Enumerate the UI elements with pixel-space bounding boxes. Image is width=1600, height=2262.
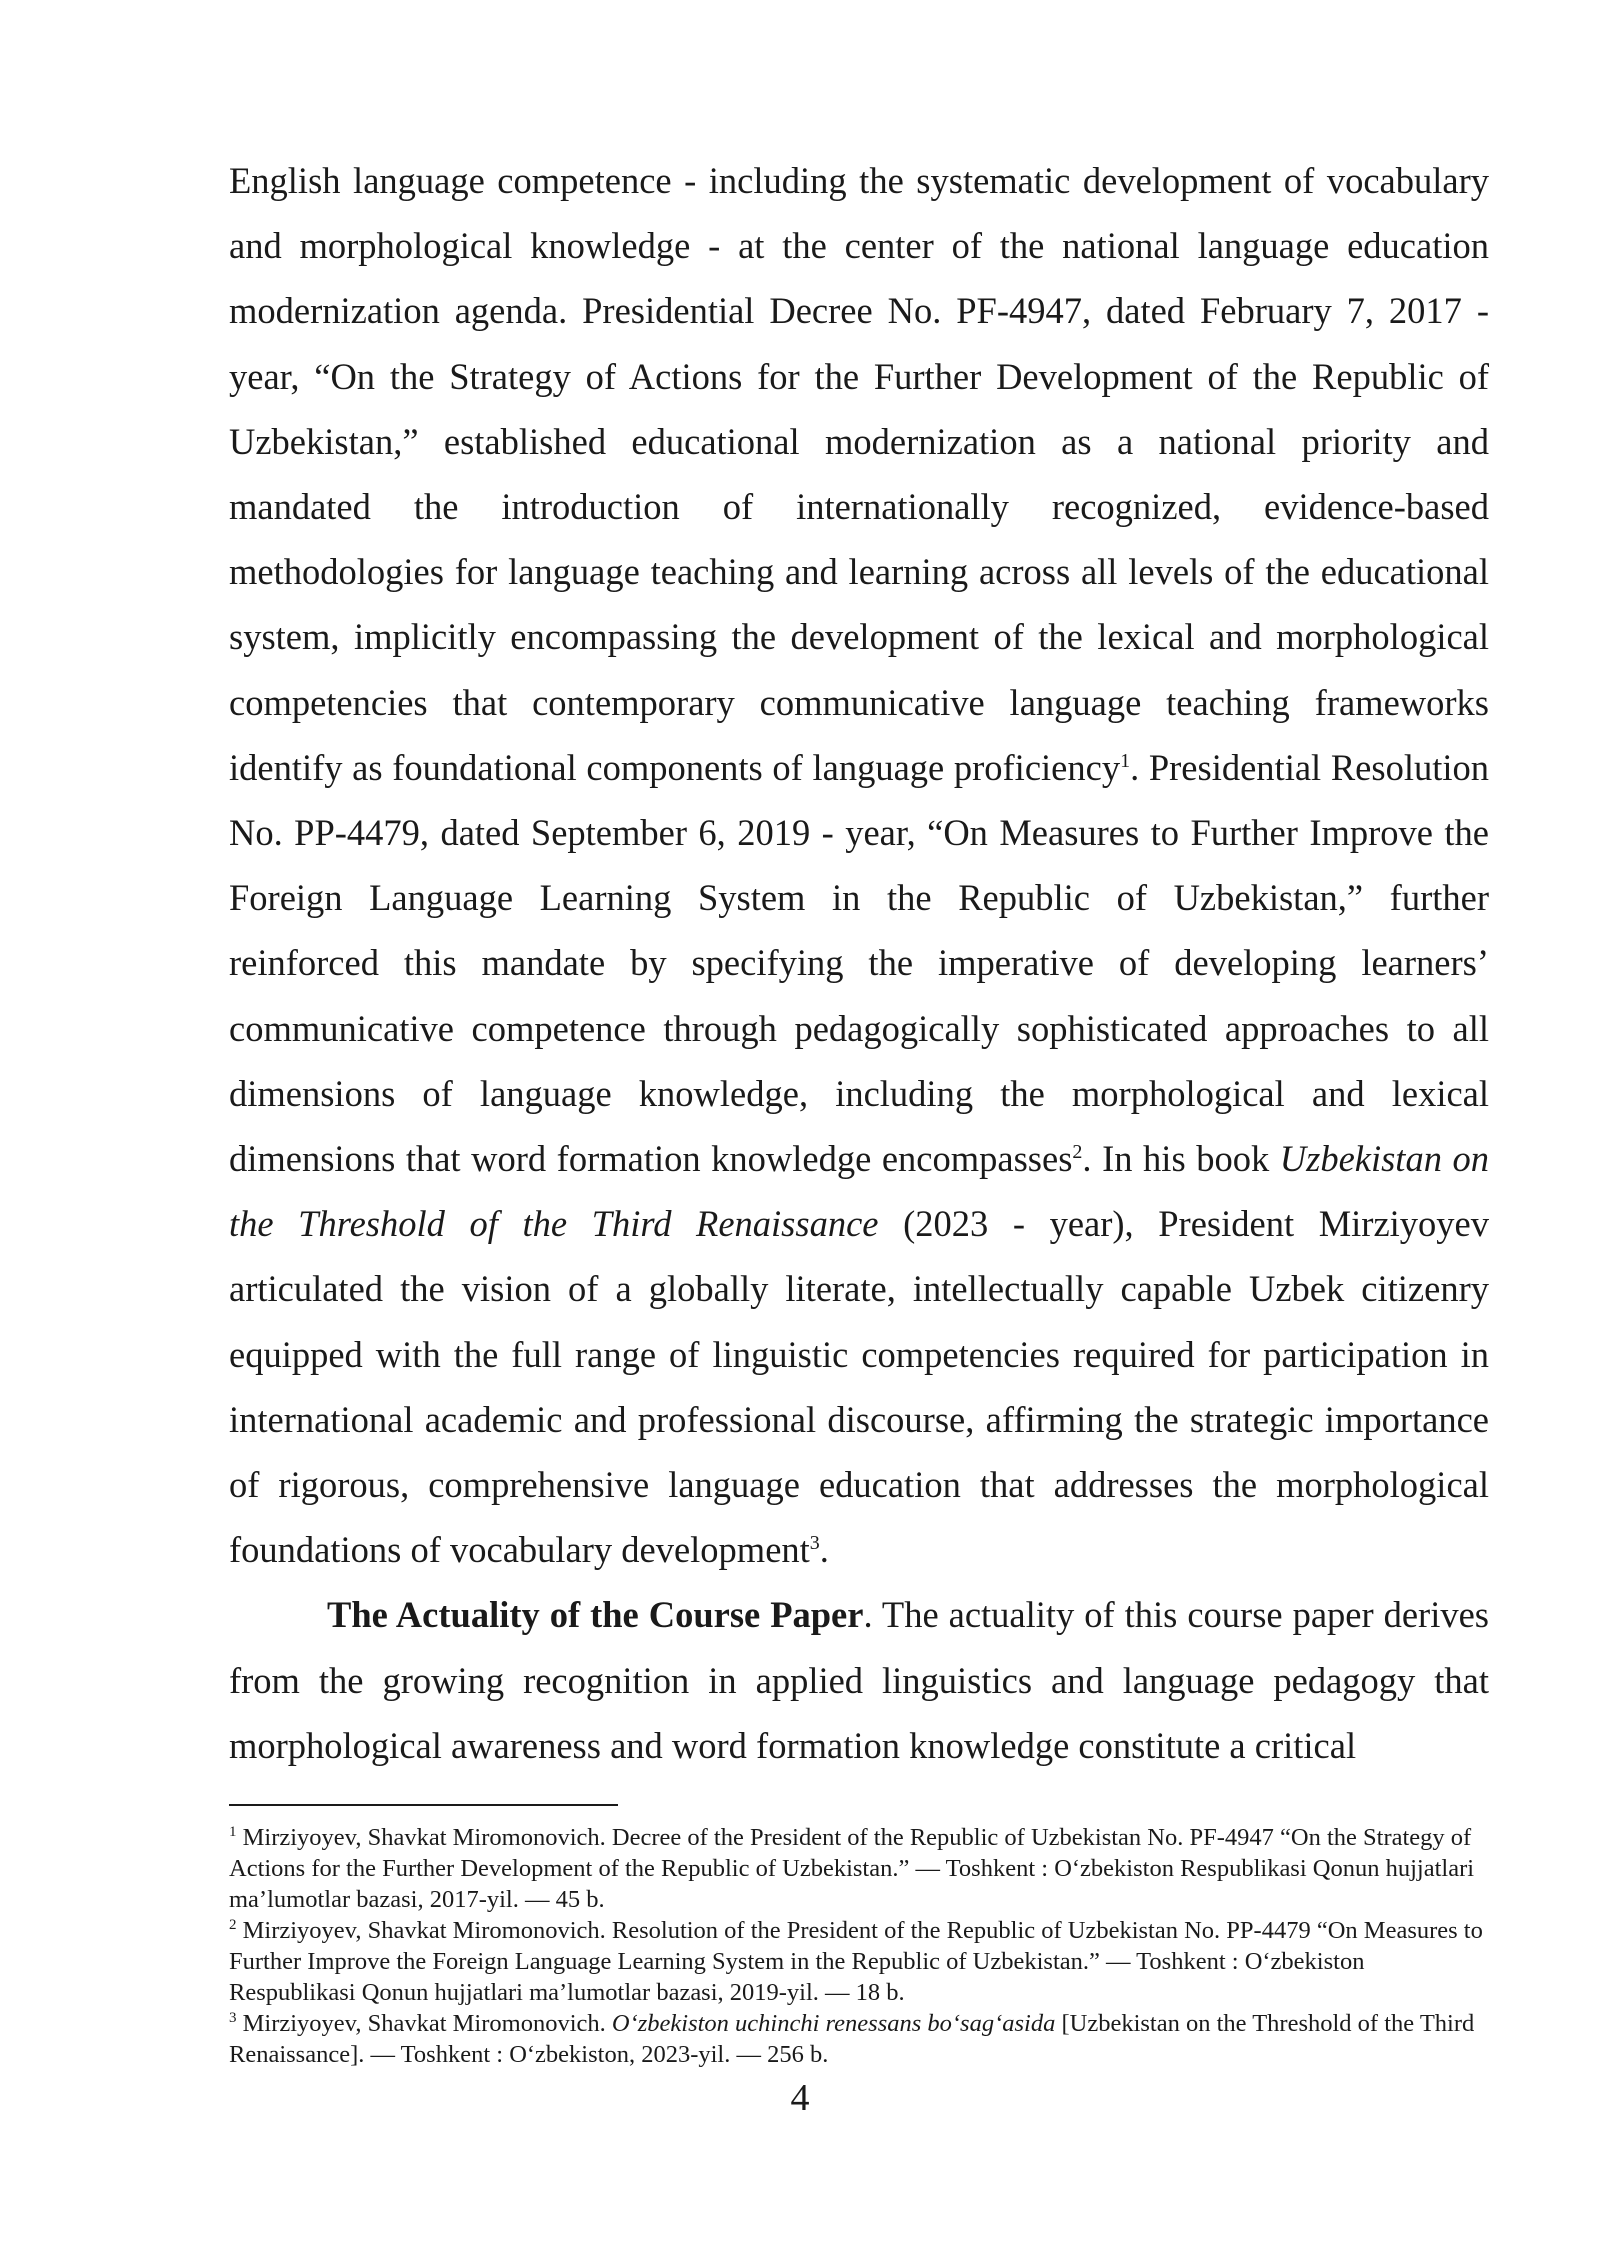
paragraph-text: . — [819, 1529, 829, 1571]
footnote-ref-1[interactable]: 1 — [1120, 749, 1131, 772]
book-title: Uzbekistan on the Threshold of the Third Renaissance — [229, 1138, 1490, 1245]
footnote-marker: 2 — [229, 1916, 237, 1933]
footnote-marker: 3 — [229, 2009, 237, 2026]
footnote-text: Mirziyoyev, Shavkat Miromonovich. Decree of the President of the Republic of Uzbekistan No. PF-4947 “On the Strategy of Actions for the Further Development of the Republic of Uzbekistan.” — Toshkent : O‘zbekiston Respublikasi Qonun hujjatlari ma’lumotlar bazasi, 2017-yil. — 45 b. — [229, 1824, 1475, 1913]
paragraph-text: . Presidential Resolution No. PP-4479, dated September 6, 2019 - year, “On Measures to Further Improve the Foreign Language Learning System in the Republic of Uzbekistan,” further reinforced this mandate by specifying the imperative of developing learners’ communicative competence through pedagogically sophisticated approaches to all dimensions of language knowledge, including the morphological and lexical dimensions that word formation knowledge encompasses — [229, 746, 1490, 1180]
footnote-1 — [229, 1822, 1489, 1915]
footnote-separator — [229, 1804, 618, 1806]
page-number: 4 — [790, 2077, 810, 2119]
paragraph-text: (2023 - year), President Mirziyoyev articulated the vision of a globally literate, intellectually capable Uzbek citizenry equipped with the full range of linguistic competencies required for participation in international academic and professional discourse, affirming the strategic importance of rigorous, comprehensive language education that addresses the morphological foundations of vocabulary development — [229, 1203, 1489, 1571]
footnote-text: Mirziyoyev, Shavkat Miromonovich. — [236, 2010, 612, 2037]
footnote-3 — [229, 2008, 1489, 2070]
body-paragraph — [229, 1582, 1489, 1778]
footnote-text: [Uzbekistan on the Threshold of the Third Renaissance]. — Toshkent : O‘zbekiston, 2023-yil. — 256 b. — [229, 2010, 1475, 2068]
footnote-marker: 1 — [229, 1823, 237, 1840]
footnote-2 — [229, 1915, 1489, 2008]
footnote-ref-3[interactable]: 3 — [809, 1532, 820, 1555]
paragraph-text: English language competence - including the systematic development of vocabulary and morphological knowledge - at the center of the national language education modernization agenda. Presidential Decree No. PF-4947, dated February 7, 2017 - year, “On the Strategy of Actions for the Further Development of the Republic of Uzbekistan,” established educational modernization as a national priority and mandated the introduction of internationally recognized, evidence-based methodologies for language teaching and learning across all levels of the educational system, implicitly encompassing the development of the lexical and morphological competencies that contemporary communicative language teaching frameworks identify as foundational components of language proficiency — [229, 160, 1489, 788]
footnote-book-title: O‘zbekiston uchinchi renessans bo‘sag‘asida — [611, 2010, 1056, 2037]
body-paragraph — [229, 148, 1489, 1582]
footnote-ref-2[interactable]: 2 — [1072, 1140, 1083, 1163]
footnote-text: Mirziyoyev, Shavkat Miromonovich. Resolution of the President of the Republic of Uzbekistan No. PP-4479 “On Measures to Further Improve the Foreign Language Learning System in the Republic of Uzbekistan.” — Toshkent : O‘zbekiston Respublikasi Qonun hujjatlari ma’lumotlar bazasi, 2019-yil. — 18 b. — [229, 1917, 1483, 2006]
paragraph-text: . The actuality of this course paper derives from the growing recognition in applied linguistics and language pedagogy that morphological awareness and word formation knowledge constitute a critical — [229, 1594, 1490, 1766]
page-body — [229, 148, 1489, 1778]
paragraph-text: . In his book — [1082, 1138, 1280, 1180]
footnotes — [229, 1822, 1489, 2070]
section-heading: The Actuality of the Course Paper — [327, 1594, 864, 1636]
